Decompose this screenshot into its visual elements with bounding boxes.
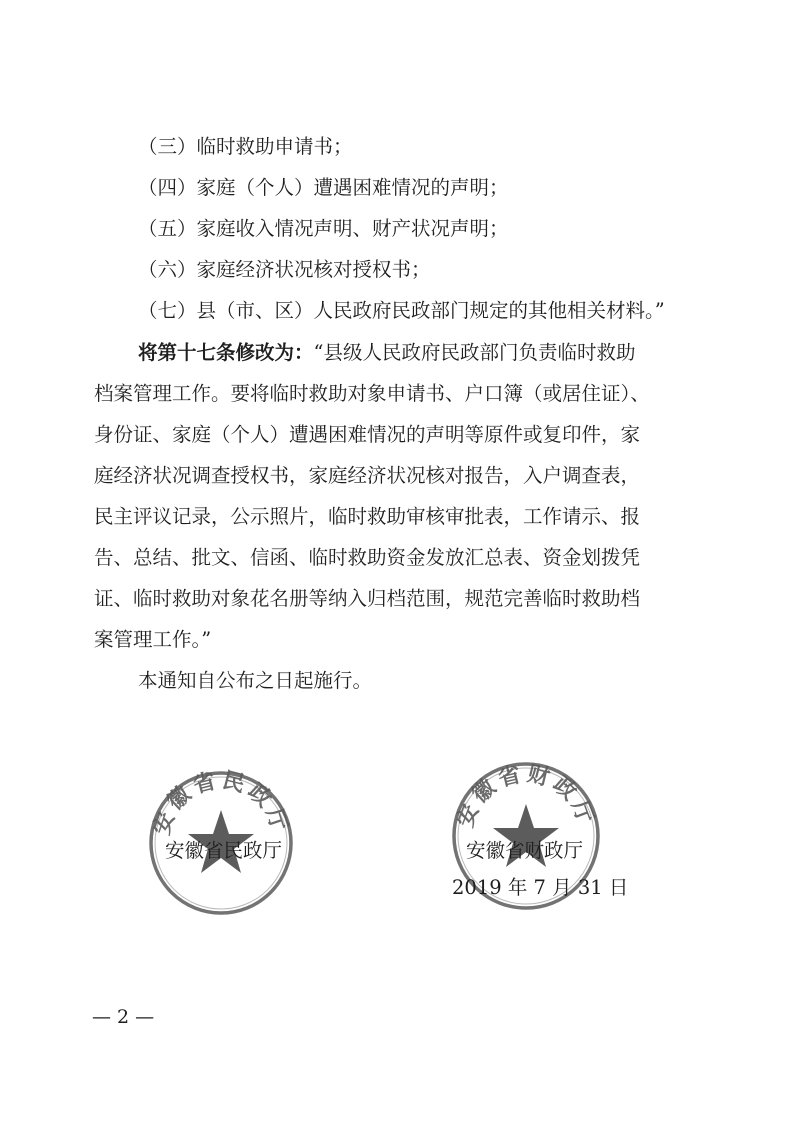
signature-date: 2019 年 7 月 31 日 — [452, 876, 629, 899]
amendment-lead: 将第十七条修改为： — [138, 341, 314, 364]
amendment-line-6: 告、总结、批文、信函、临时救助资金发放汇总表、资金划拨凭 — [94, 546, 641, 569]
list-item-7: （七）县（市、区）人民政府民政部门规定的其他相关材料。” — [138, 299, 665, 322]
amendment-line-5: 民主评议记录，公示照片，临时救助审核审批表，工作请示、报 — [94, 505, 641, 528]
page-number: — 2 — — [92, 1006, 155, 1028]
amendment-line-7: 证、临时救助对象花名册等纳入归档范围，规范完善临时救助档 — [94, 587, 641, 610]
seal-right-text: 安徽省财政厅 — [452, 760, 600, 831]
amendment-paragraph — [94, 332, 710, 660]
effective-notice: 本通知自公布之日起施行。 — [138, 669, 373, 692]
list-item-3: （三）临时救助申请书； — [138, 135, 353, 158]
signature-right-label: 安徽省财政厅 — [466, 839, 584, 862]
amendment-line-1: 将第十七条修改为：“县级人民政府民政部门负责临时救助 — [138, 341, 636, 364]
signature-left-label: 安徽省民政厅 — [165, 839, 283, 862]
amendment-line-3: 身份证、家庭（个人）遭遇困难情况的声明等原件或复印件，家 — [94, 423, 641, 446]
list-item-4: （四）家庭（个人）遭遇困难情况的声明； — [138, 176, 509, 199]
amendment-line-4: 庭经济状况调查授权书，家庭经济状况核对报告，入户调查表， — [94, 464, 641, 487]
amendment-line-2: 档案管理工作。要将临时救助对象申请书、户口簿（或居住证）、 — [94, 382, 650, 405]
list-item-6: （六）家庭经济状况核对授权书； — [138, 258, 431, 281]
amendment-line-8: 案管理工作。” — [94, 628, 212, 651]
list-item-5: （五）家庭收入情况声明、财产状况声明； — [138, 217, 509, 240]
seal-left-text: 安徽省民政厅 — [148, 768, 294, 839]
